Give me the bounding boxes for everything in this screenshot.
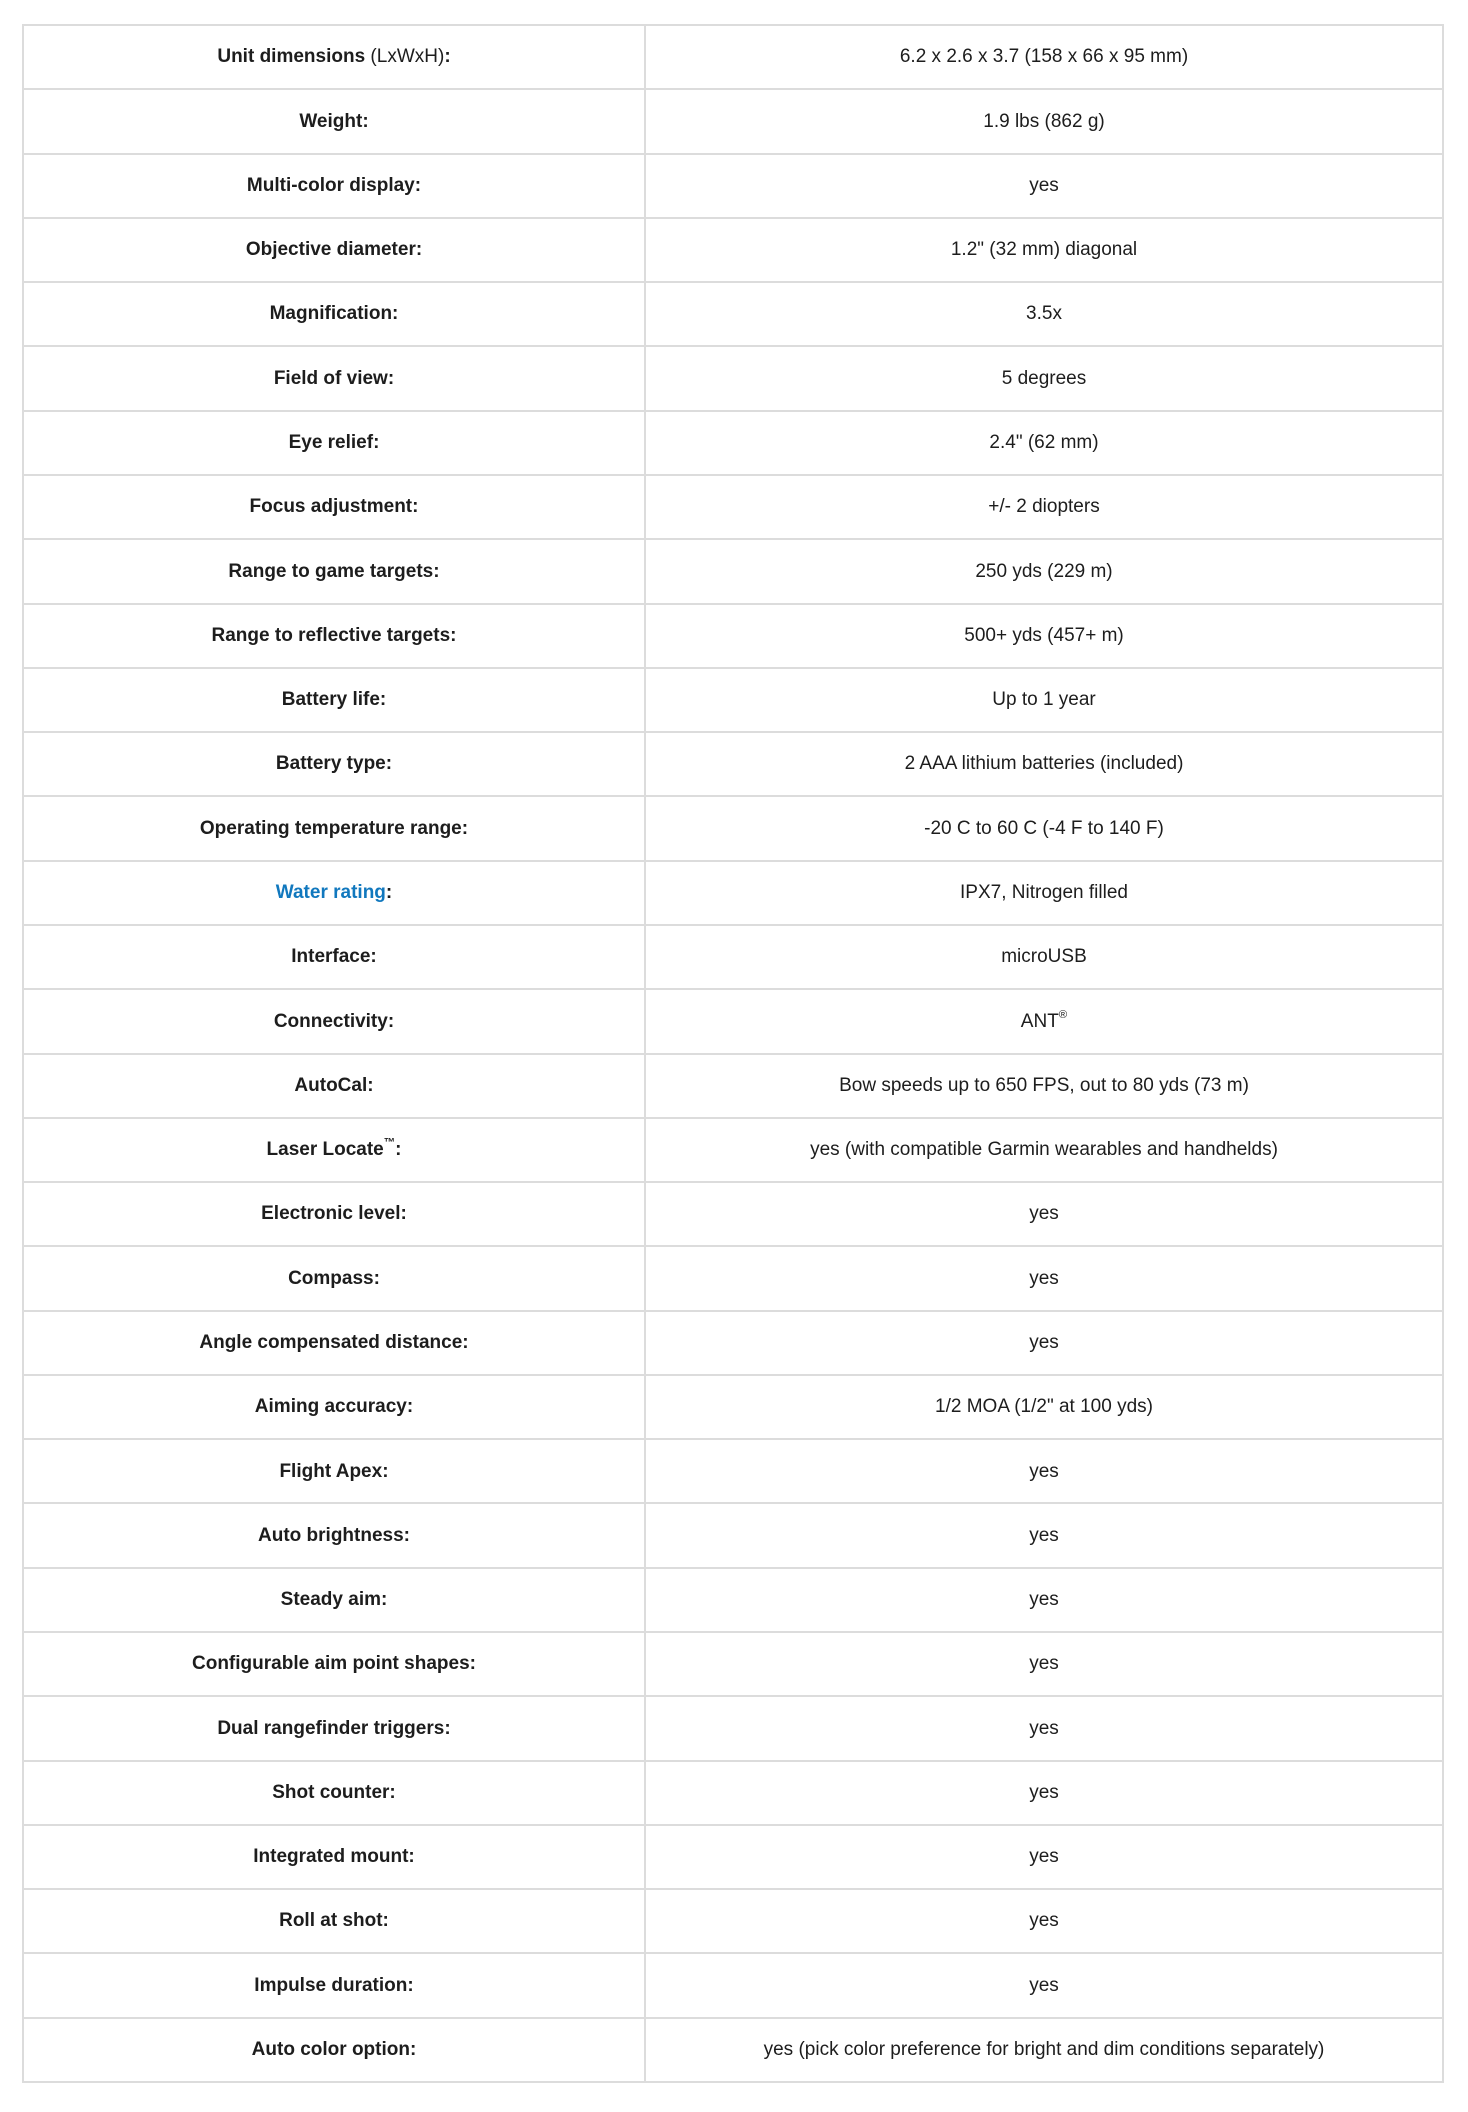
spec-label-text: Auto brightness: bbox=[258, 1524, 410, 1546]
spec-label-text: Electronic level: bbox=[261, 1203, 407, 1225]
spec-value-text: IPX7, Nitrogen filled bbox=[960, 881, 1128, 903]
spec-value bbox=[645, 411, 1443, 475]
spec-label-text: Range to reflective targets: bbox=[211, 624, 457, 646]
table-row bbox=[23, 1696, 1443, 1760]
spec-label bbox=[23, 668, 645, 732]
spec-value bbox=[645, 1761, 1443, 1825]
spec-value-text: yes (pick color preference for bright and dim conditions separately) bbox=[763, 2039, 1325, 2061]
spec-label-text: Compass: bbox=[288, 1267, 380, 1289]
spec-value bbox=[645, 1439, 1443, 1503]
spec-label bbox=[23, 604, 645, 668]
table-row bbox=[23, 796, 1443, 860]
spec-label-text: Objective diameter: bbox=[245, 239, 423, 261]
spec-value-text: yes bbox=[1029, 1846, 1059, 1868]
table-row bbox=[23, 668, 1443, 732]
spec-value-text: -20 C to 60 C (-4 F to 140 F) bbox=[924, 817, 1164, 839]
spec-value-text: yes bbox=[1029, 1974, 1059, 1996]
table-row bbox=[23, 732, 1443, 796]
spec-value-text: Up to 1 year bbox=[992, 689, 1096, 711]
spec-value bbox=[645, 282, 1443, 346]
table-row bbox=[23, 411, 1443, 475]
spec-value-text: 1.9 lbs (862 g) bbox=[983, 110, 1105, 132]
spec-label bbox=[23, 1375, 645, 1439]
table-row bbox=[23, 1825, 1443, 1889]
spec-value-text: 1.2" (32 mm) diagonal bbox=[950, 239, 1138, 261]
spec-label bbox=[23, 89, 645, 153]
spec-label bbox=[23, 25, 645, 89]
spec-label bbox=[23, 1696, 645, 1760]
spec-label-text: Field of view: bbox=[273, 367, 395, 389]
spec-value bbox=[645, 1246, 1443, 1310]
table-row bbox=[23, 346, 1443, 410]
table-row bbox=[23, 1761, 1443, 1825]
spec-label-text: Range to game targets: bbox=[228, 560, 440, 582]
spec-label bbox=[23, 539, 645, 603]
spec-label bbox=[23, 2018, 645, 2082]
table-row bbox=[23, 1118, 1443, 1182]
spec-value-text: yes bbox=[1029, 174, 1059, 196]
spec-value bbox=[645, 732, 1443, 796]
specs-table-body bbox=[23, 25, 1443, 2082]
spec-value-text: yes bbox=[1029, 1653, 1059, 1675]
table-row bbox=[23, 1953, 1443, 2017]
spec-value-text: yes bbox=[1029, 1203, 1059, 1225]
spec-label-text: Battery type: bbox=[275, 753, 393, 775]
spec-value-text: 2 AAA lithium batteries (included) bbox=[904, 753, 1184, 775]
spec-label-text: AutoCal: bbox=[294, 1074, 374, 1096]
spec-value bbox=[645, 1568, 1443, 1632]
spec-label bbox=[23, 1439, 645, 1503]
spec-value-text: yes bbox=[1029, 1910, 1059, 1932]
spec-label-text: Unit dimensions bbox=[217, 46, 366, 68]
spec-value bbox=[645, 1953, 1443, 2017]
spec-value bbox=[645, 154, 1443, 218]
spec-value bbox=[645, 1889, 1443, 1953]
spec-value bbox=[645, 925, 1443, 989]
spec-value bbox=[645, 1503, 1443, 1567]
spec-label-text: Flight Apex: bbox=[279, 1460, 389, 1482]
spec-value bbox=[645, 1054, 1443, 1118]
spec-label bbox=[23, 1054, 645, 1118]
spec-label-text: : bbox=[385, 881, 393, 903]
spec-value bbox=[645, 796, 1443, 860]
spec-value bbox=[645, 1632, 1443, 1696]
spec-label bbox=[23, 475, 645, 539]
spec-label-text: Integrated mount: bbox=[253, 1846, 415, 1868]
spec-label-text: ™ bbox=[383, 1137, 396, 1150]
table-row bbox=[23, 1375, 1443, 1439]
spec-label-text: Angle compensated distance: bbox=[199, 1331, 469, 1353]
spec-label-text: Aiming accuracy: bbox=[254, 1396, 414, 1418]
spec-label bbox=[23, 1311, 645, 1375]
spec-label-text: Multi-color display: bbox=[246, 174, 422, 196]
spec-label bbox=[23, 1889, 645, 1953]
spec-label-text: Steady aim: bbox=[280, 1589, 388, 1611]
spec-value-text: ® bbox=[1058, 1008, 1068, 1021]
spec-value bbox=[645, 604, 1443, 668]
table-row bbox=[23, 861, 1443, 925]
spec-label bbox=[23, 925, 645, 989]
spec-value-text: ANT bbox=[1020, 1010, 1059, 1032]
spec-label bbox=[23, 411, 645, 475]
spec-label bbox=[23, 1118, 645, 1182]
spec-label-text: Focus adjustment: bbox=[249, 496, 419, 518]
table-row bbox=[23, 1889, 1443, 1953]
spec-label-text: Roll at shot: bbox=[279, 1910, 389, 1932]
table-row bbox=[23, 1246, 1443, 1310]
spec-value-text: 3.5x bbox=[1026, 303, 1062, 325]
spec-value-text: 1/2 MOA (1/2" at 100 yds) bbox=[935, 1396, 1153, 1418]
spec-label-text: Connectivity: bbox=[273, 1010, 395, 1032]
spec-value-text: yes bbox=[1029, 1717, 1059, 1739]
spec-value bbox=[645, 539, 1443, 603]
spec-label bbox=[23, 218, 645, 282]
spec-value-text: microUSB bbox=[1001, 946, 1087, 968]
table-row bbox=[23, 1503, 1443, 1567]
spec-label bbox=[23, 989, 645, 1053]
spec-value bbox=[645, 346, 1443, 410]
spec-value bbox=[645, 2018, 1443, 2082]
spec-label bbox=[23, 346, 645, 410]
table-row bbox=[23, 604, 1443, 668]
spec-label-text: Weight: bbox=[299, 110, 369, 132]
spec-label bbox=[23, 154, 645, 218]
table-row bbox=[23, 1182, 1443, 1246]
spec-label bbox=[23, 861, 645, 925]
spec-label-text: (LxWxH) bbox=[365, 46, 445, 68]
spec-label bbox=[23, 796, 645, 860]
table-row bbox=[23, 1568, 1443, 1632]
spec-value-text: 2.4" (62 mm) bbox=[989, 432, 1099, 453]
spec-value-text: 6.2 x 2.6 x 3.7 (158 x 66 x 95 mm) bbox=[899, 46, 1189, 68]
spec-label-text: : bbox=[395, 1139, 402, 1161]
table-row bbox=[23, 282, 1443, 346]
table-row bbox=[23, 989, 1443, 1053]
spec-value bbox=[645, 1118, 1443, 1182]
spec-value bbox=[645, 668, 1443, 732]
spec-value-text: yes bbox=[1029, 1589, 1059, 1611]
spec-label-text: Interface: bbox=[291, 946, 377, 968]
spec-label bbox=[23, 732, 645, 796]
spec-value bbox=[645, 89, 1443, 153]
table-row bbox=[23, 2018, 1443, 2082]
spec-label-text: Shot counter: bbox=[272, 1781, 396, 1803]
spec-value-text: yes bbox=[1029, 1331, 1059, 1353]
spec-value-text: 500+ yds (457+ m) bbox=[964, 624, 1124, 646]
spec-value-text: 5 degrees bbox=[1001, 367, 1087, 389]
spec-value bbox=[645, 1311, 1443, 1375]
spec-value bbox=[645, 218, 1443, 282]
spec-label-text: Dual rangefinder triggers: bbox=[217, 1717, 451, 1739]
spec-value bbox=[645, 1182, 1443, 1246]
spec-label-text: Laser Locate bbox=[266, 1139, 384, 1161]
spec-value bbox=[645, 475, 1443, 539]
spec-label-text: Battery life: bbox=[281, 689, 387, 711]
table-row bbox=[23, 154, 1443, 218]
spec-label bbox=[23, 1568, 645, 1632]
spec-value-text: yes bbox=[1029, 1524, 1059, 1546]
spec-label-text: Operating temperature range: bbox=[199, 817, 469, 839]
spec-label bbox=[23, 1503, 645, 1567]
spec-label-text: Configurable aim point shapes: bbox=[192, 1653, 476, 1675]
specs-table bbox=[22, 24, 1444, 2083]
table-row bbox=[23, 25, 1443, 89]
table-row bbox=[23, 218, 1443, 282]
spec-label bbox=[23, 1632, 645, 1696]
table-row bbox=[23, 1311, 1443, 1375]
spec-value bbox=[645, 989, 1443, 1053]
table-row bbox=[23, 1439, 1443, 1503]
table-row bbox=[23, 89, 1443, 153]
table-row bbox=[23, 925, 1443, 989]
spec-label-text: Impulse duration: bbox=[254, 1974, 414, 1996]
spec-value-text: +/- 2 diopters bbox=[988, 496, 1100, 518]
table-row bbox=[23, 1632, 1443, 1696]
spec-value-text: yes bbox=[1029, 1460, 1059, 1482]
spec-value bbox=[645, 1375, 1443, 1439]
spec-value bbox=[645, 1825, 1443, 1889]
table-row bbox=[23, 539, 1443, 603]
spec-value-text: yes bbox=[1029, 1267, 1059, 1289]
spec-label bbox=[23, 1761, 645, 1825]
spec-label bbox=[23, 1953, 645, 2017]
spec-value-text: 250 yds (229 m) bbox=[975, 560, 1113, 582]
spec-label bbox=[23, 282, 645, 346]
spec-label bbox=[23, 1246, 645, 1310]
spec-label-text: : bbox=[444, 46, 451, 68]
table-row bbox=[23, 1054, 1443, 1118]
spec-value bbox=[645, 861, 1443, 925]
spec-label-text: Magnification: bbox=[269, 303, 399, 325]
table-row bbox=[23, 475, 1443, 539]
spec-value bbox=[645, 1696, 1443, 1760]
water-rating-link[interactable]: Water rating bbox=[275, 881, 386, 903]
spec-value-text: yes bbox=[1029, 1781, 1059, 1803]
spec-label-text: Eye relief: bbox=[288, 432, 380, 453]
spec-value-text: Bow speeds up to 650 FPS, out to 80 yds (73 m) bbox=[839, 1074, 1249, 1096]
spec-label-text: Auto color option: bbox=[251, 2039, 417, 2061]
spec-label bbox=[23, 1182, 645, 1246]
spec-value bbox=[645, 25, 1443, 89]
spec-label bbox=[23, 1825, 645, 1889]
spec-value-text: yes (with compatible Garmin wearables and handhelds) bbox=[810, 1139, 1278, 1161]
